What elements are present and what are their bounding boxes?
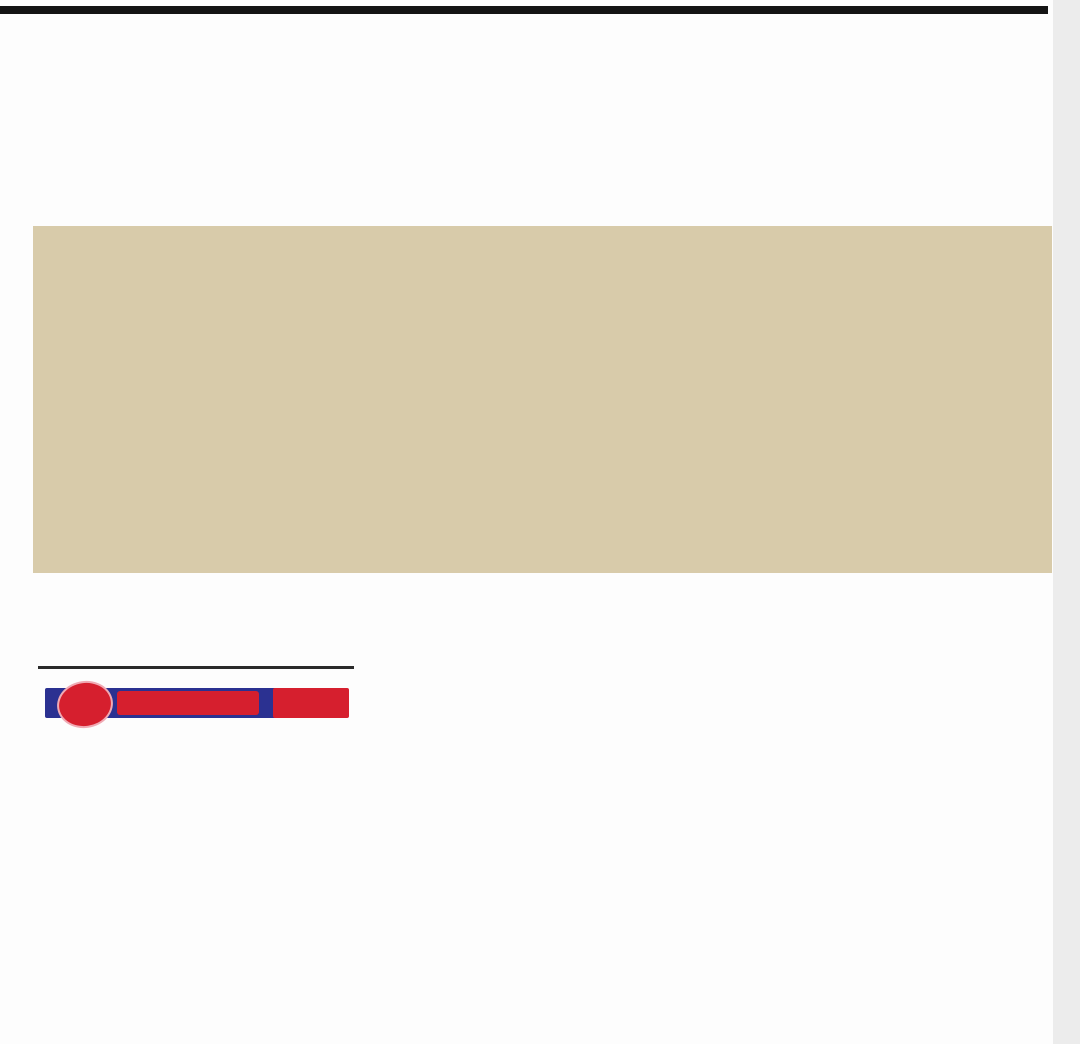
page-edge-strip [1053, 0, 1080, 1044]
paper-name [117, 691, 259, 715]
news-section-label [273, 688, 349, 718]
cutoff-footer-text [250, 1022, 850, 1044]
byline-rule [38, 666, 354, 669]
english-daily-badge [54, 677, 116, 731]
team-photo [33, 226, 1052, 573]
masthead-bar [45, 688, 347, 718]
top-rule [0, 6, 1048, 14]
